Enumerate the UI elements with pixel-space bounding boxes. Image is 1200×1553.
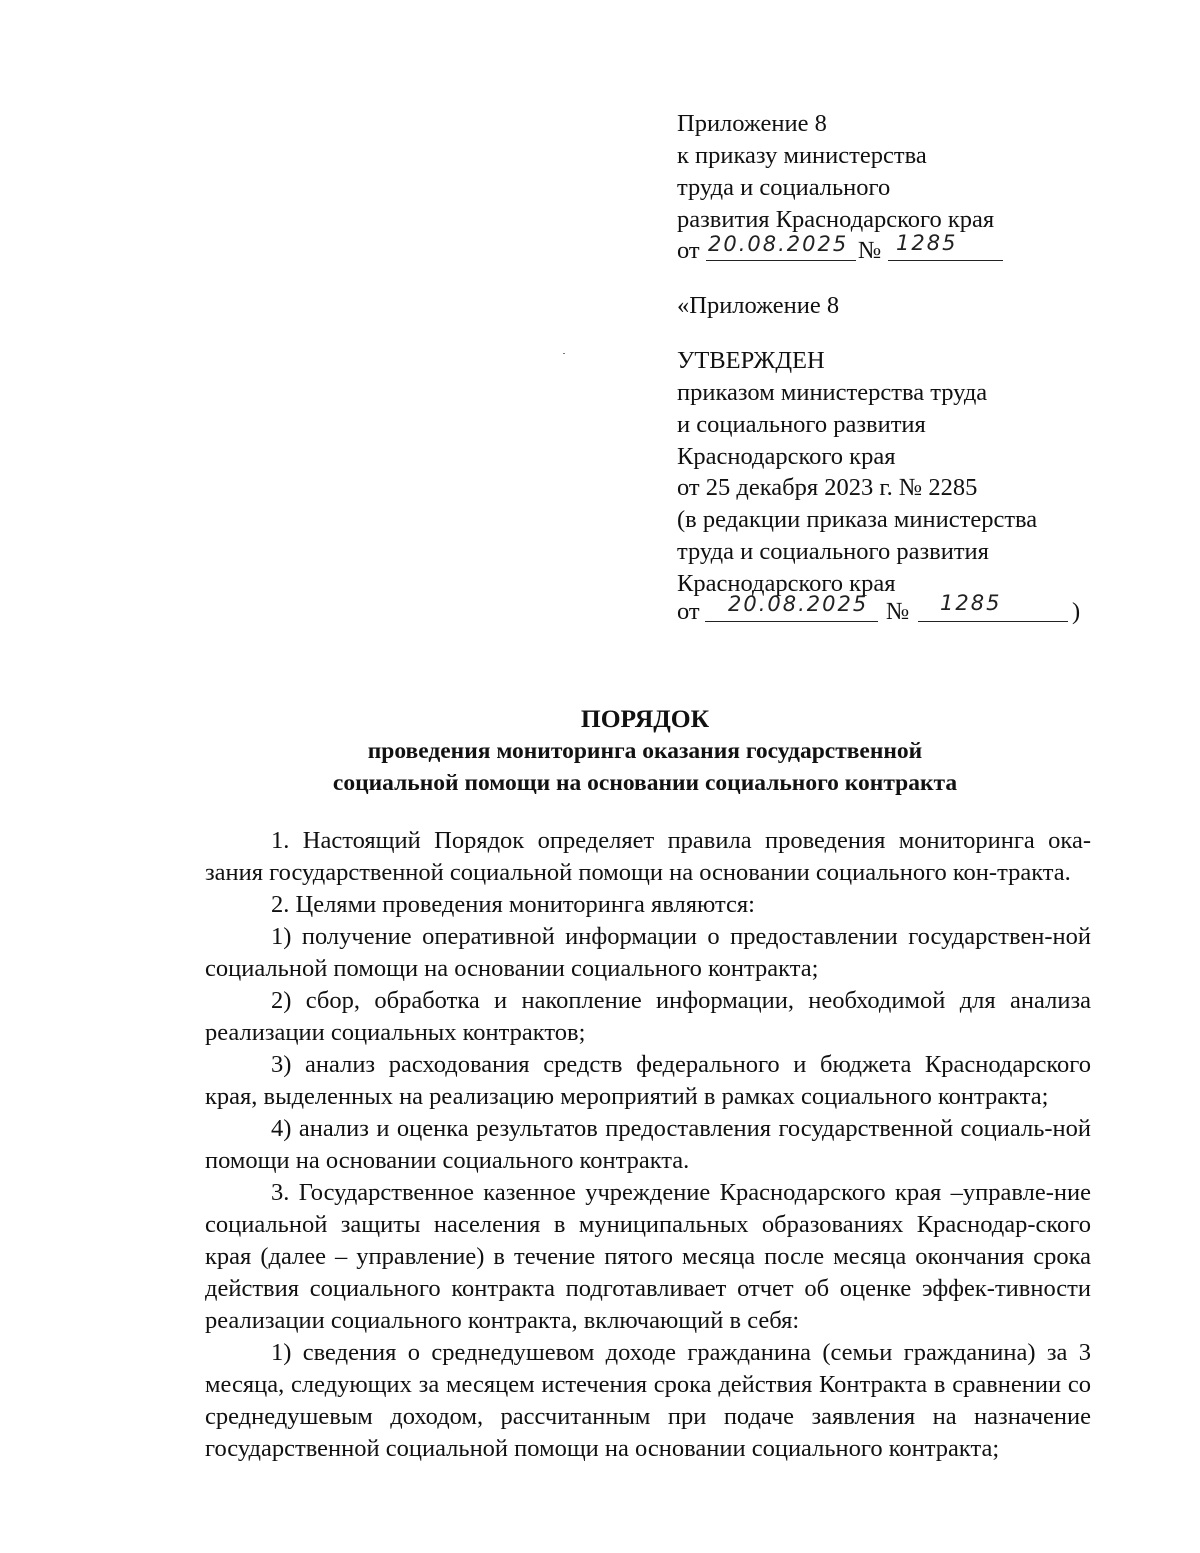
handwritten-number: 1285 <box>896 231 958 255</box>
paragraph: 4) анализ и оценка результатов предоставления государственной социаль-ной помощи на основании социального контракта. <box>205 1115 1091 1174</box>
document-title: ПОРЯДОК <box>580 704 710 733</box>
approval-close-paren: ) <box>1072 598 1081 625</box>
approval-date-underline <box>705 621 878 622</box>
header-line: Приложение 8 <box>677 110 827 137</box>
approval-quote-line: «Приложение 8 <box>677 292 840 319</box>
paragraph: 3) анализ расходования средств федерального и бюджета Краснодарского края, выделенных на реализацию мероприятий в рамках социального контракта; <box>205 1051 1091 1110</box>
approval-line: и социального развития <box>677 411 926 438</box>
approval-number-underline <box>918 621 1068 622</box>
document-subtitle-line-1: проведения мониторинга оказания государственной <box>367 738 923 764</box>
approval-date-prefix: от <box>677 598 700 625</box>
paragraph: 1) сведения о среднедушевом доходе гражданина (семьи гражданина) за 3 месяца, следующих за месяцем истечения срока действия Контракта в сравнении со среднедушевым доходом, рассчитанным при подаче заявления на назначение государственной социальной помощи на основании социального контракта; <box>205 1339 1091 1462</box>
approval-line: труда и социального развития <box>677 538 989 565</box>
handwritten-date: 20.08.2025 <box>708 232 849 256</box>
document-body <box>205 825 1091 1465</box>
approval-line: Краснодарского края <box>677 443 896 470</box>
approval-line: Краснодарского края <box>677 570 896 597</box>
header-number-sign: № <box>858 237 882 264</box>
paragraph: 3. Государственное казенное учреждение Краснодарского края –управле-ние социальной защиты населения в муниципальных образованиях Краснодар-ского края (далее – управление) в течение пятого месяца после месяца окончания срока действия социального контракта подготавливает отчет об оценке эффек-тивности реализации социального контракта, включающий в себя: <box>205 1179 1091 1334</box>
approval-number-sign: № <box>886 598 910 625</box>
paragraph: 1) получение оперативной информации о предоставлении государствен-ной социальной помощи на основании социального контракта; <box>205 923 1091 982</box>
header-line: развития Краснодарского края <box>677 206 995 233</box>
approval-line: приказом министерства труда <box>677 379 988 406</box>
number-underline <box>888 260 1003 261</box>
approval-line: от 25 декабря 2023 г. № 2285 <box>677 474 978 501</box>
approval-approved: УТВЕРЖДЕН <box>677 347 825 374</box>
header-line: труда и социального <box>677 174 891 201</box>
document-subtitle-line-2: социальной помощи на основании социального контракта <box>332 770 958 796</box>
paragraph: 1. Настоящий Порядок определяет правила проведения мониторинга ока-зания государственной социальной помощи на основании социального кон-тракта. <box>205 827 1091 886</box>
handwritten-number: 1285 <box>940 591 1002 615</box>
header-line: к приказу министерства <box>677 142 927 169</box>
date-underline <box>706 260 856 261</box>
paragraph: 2. Целями проведения мониторинга являются: <box>271 891 755 918</box>
header-date-prefix: от <box>677 237 700 264</box>
handwritten-date: 20.08.2025 <box>728 592 869 616</box>
paragraph: 2) сбор, обработка и накопление информации, необходимой для анализа реализации социальных контрактов; <box>205 987 1091 1046</box>
scan-speck <box>563 353 565 354</box>
approval-line: (в редакции приказа министерства <box>677 506 1038 533</box>
